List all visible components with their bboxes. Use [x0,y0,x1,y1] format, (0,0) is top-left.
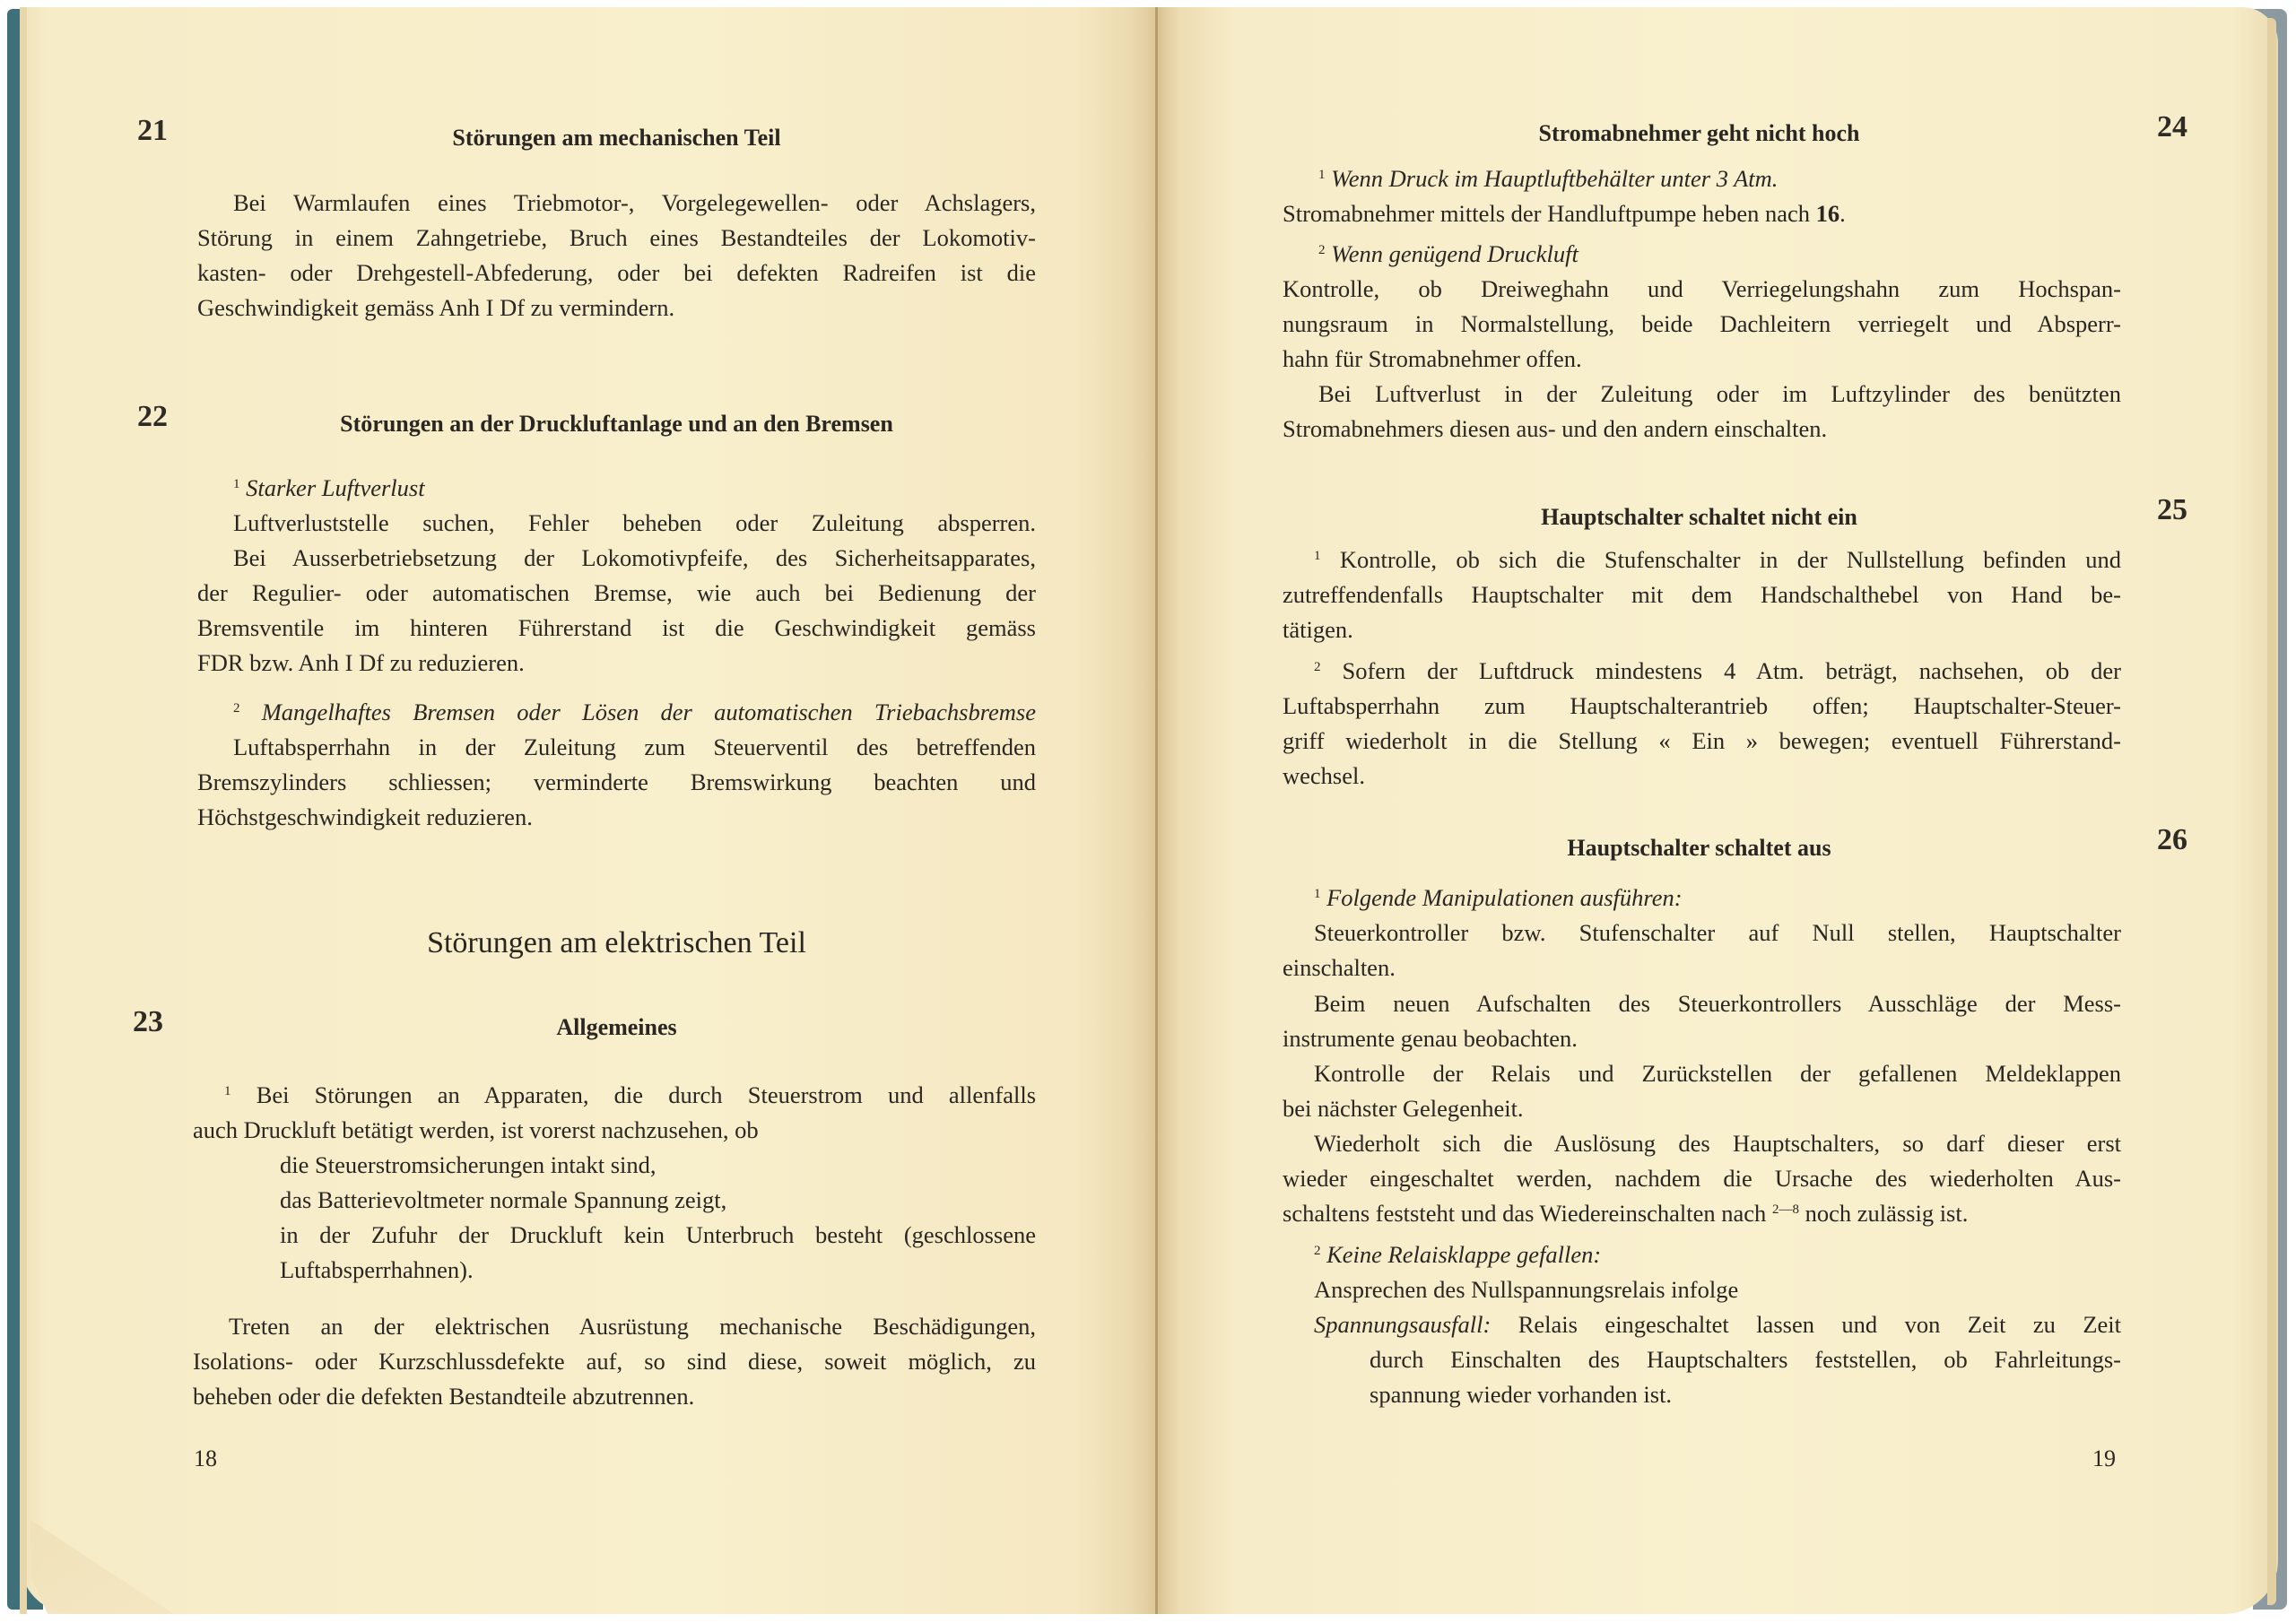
body-line: hahn für Stromabnehmer offen. [1283,345,1582,372]
subsection-heading [1314,881,1683,916]
body-line: beheben oder die defekten Bestandteile abzutrennen. [193,1383,695,1410]
list-line: die Steuerstromsicherungen intakt sind, [280,1151,657,1178]
subsection-marker: 1 [224,1084,231,1098]
body-line: griff wiederholt in die Stellung « Ein » bewegen; eventuell Führerstand- [1283,727,2121,754]
body-line: Störung in einem Zahngetriebe, Bruch eines Bestandteiles der Lokomotiv- [197,224,1036,251]
subsection-title: Wenn genügend Druckluft [1331,240,1578,267]
subsection-title: Starker Luftverlust [246,474,425,501]
body-text: schaltens feststeht und das Wiedereinschalten nach [1283,1200,1767,1227]
body-line: Luftverluststelle suchen, Fehler beheben oder Zuleitung absperren. [233,509,1036,536]
body-line: Bei Warmlaufen eines Triebmotor-, Vorgelegewellen- oder Achslagers, [233,189,1036,216]
body-line: kasten- oder Drehgestell-Abfederung, oder bei defekten Radreifen ist die [197,259,1036,286]
section-title-24: Stromabnehmer geht nicht hoch [1538,120,1860,146]
section-title-22: Störungen an der Druckluftanlage und an den Bremsen [340,411,893,437]
section-title-23: Allgemeines [556,1014,677,1040]
body-text: noch zulässig ist. [1805,1200,1969,1227]
body-line [1314,1307,2121,1342]
body-line: Luftabsperrhahn in der Zuleitung zum Steuerventil des betreffenden [233,733,1036,760]
punctuation: . [1839,200,1846,227]
body-line: Bremszylinders schliessen; verminderte Bremswirkung beachten und [197,768,1036,795]
subsection-marker: 1 [1314,887,1321,901]
body-line: Luftabsperrhahn zum Hauptschalterantrieb offen; Hauptschalter-Steuer- [1283,692,2121,719]
chapter-title: Störungen am elektrischen Teil [427,926,806,959]
body-line: Ansprechen des Nullspannungsrelais infolge [1314,1276,1739,1303]
section-title-21: Störungen am mechanischen Teil [452,125,781,151]
body-line: Beim neuen Aufschalten des Steuerkontrollers Ausschläge der Mess- [1314,990,2121,1017]
body-line: Stromabnehmers diesen aus- und den andern einschalten. [1283,415,1828,442]
body-line: der Regulier- oder automatischen Bremse, wie auch bei Bedienung der [197,579,1036,606]
body-line: nungsraum in Normalstellung, beide Dachleitern verriegelt und Absperr- [1283,310,2121,337]
body-line: wechsel. [1283,762,1365,789]
section-title-25: Hauptschalter schaltet nicht ein [1541,504,1857,530]
body-line: Bei Luftverlust in der Zuleitung oder im Luftzylinder des benützten [1318,380,2121,407]
section-number-23: 23 [133,1005,163,1038]
body-line: instrumente genau beobachten. [1283,1025,1578,1052]
body-line [224,1078,1036,1113]
section-title-26: Hauptschalter schaltet aus [1567,835,1831,861]
subsection-marker: 1 [233,477,240,491]
page-number-left: 18 [194,1445,217,1471]
body-line: Geschwindigkeit gemäss Anh I Df zu vermindern. [197,294,675,321]
section-number-22: 22 [137,400,168,433]
section-number-26: 26 [2157,823,2187,856]
body-line: spannung wieder vorhanden ist. [1370,1381,1673,1408]
body-line: einschalten. [1283,954,1396,981]
subsection-marker: 2 [1314,1244,1321,1258]
body-line: Kontrolle der Relais und Zurückstellen der gefallenen Meldeklappen [1314,1060,2121,1087]
section-range-reference: 2—8 [1771,1202,1799,1217]
body-line: wieder eingeschaltet werden, nachdem die Ursache des wiederholten Aus- [1283,1165,2121,1192]
body-line: tätigen. [1283,616,1353,643]
page-number-right: 19 [2092,1445,2116,1471]
subsection-title: Keine Relaisklappe gefallen: [1326,1241,1602,1268]
section-number-24: 24 [2157,110,2187,143]
body-line: Isolations- oder Kurzschlussdefekte auf, so sind diese, soweit möglich, zu [193,1348,1036,1375]
subsection-heading [233,471,425,506]
body-line: Wiederholt sich die Auslösung des Hauptschalters, so darf dieser erst [1314,1130,2121,1157]
body-text: Sofern der Luftdruck mindestens 4 Atm. beträgt, nachsehen, ob der [1342,657,2122,684]
list-line: Luftabsperrhahnen). [280,1256,474,1283]
body-line: auch Druckluft betätigt werden, ist vorerst nachzusehen, ob [193,1116,759,1143]
body-line: zutreffendenfalls Hauptschalter mit dem Handschalthebel von Hand be- [1283,581,2121,608]
body-line: Bei Ausserbetriebsetzung der Lokomotivpfeife, des Sicherheitsapparates, [233,544,1036,571]
subsection-heading [1314,1237,1601,1272]
subsection-heading [233,695,1036,730]
section-reference: 16 [1815,200,1840,227]
body-text: Kontrolle, ob sich die Stufenschalter in der Nullstellung befinden und [1339,546,2121,573]
subsection-marker: 1 [1314,549,1321,563]
body-text: Stromabnehmer mittels der Handluftpumpe heben nach [1283,200,1810,227]
page-edges-right [2267,18,2276,1605]
subsection-title: Mangelhaftes Bremsen oder Lösen der automatischen Triebachsbremse [261,699,1036,725]
body-line [1314,542,2121,577]
list-line: das Batterievoltmeter normale Spannung zeigt, [280,1186,727,1213]
body-text: Relais eingeschaltet lassen und von Zeit zu Zeit [1518,1311,2122,1338]
body-line [1283,1196,1968,1231]
book-spine [1155,7,1158,1614]
subsection-marker: 2 [1314,660,1321,674]
body-line [1314,654,2121,689]
list-line: in der Zufuhr der Druckluft kein Unterbruch besteht (geschlossene [280,1221,1036,1248]
subsection-marker: 1 [1318,168,1326,182]
body-line [1283,196,1846,231]
term-label: Spannungsausfall: [1314,1311,1492,1338]
body-line: Höchstgeschwindigkeit reduzieren. [197,803,533,830]
body-line: durch Einschalten des Hauptschalters feststellen, ob Fahrleitungs- [1370,1346,2121,1373]
body-line: Bremsventile im hinteren Führerstand ist die Geschwindigkeit gemäss [197,614,1036,641]
section-number-25: 25 [2157,493,2187,526]
section-number-21: 21 [137,114,168,147]
subsection-marker: 2 [233,701,240,716]
page-edges-left [20,7,27,1614]
subsection-heading [1318,237,1578,272]
body-line: FDR bzw. Anh I Df zu reduzieren. [197,649,525,676]
subsection-marker: 2 [1318,243,1326,257]
subsection-title: Wenn Druck im Hauptluftbehälter unter 3 Atm. [1331,165,1779,192]
body-line: Kontrolle, ob Dreiweghahn und Verriegelungshahn zum Hochspan- [1283,275,2121,302]
subsection-heading [1318,161,1778,196]
subsection-title: Folgende Manipulationen ausführen: [1326,884,1683,911]
body-line: bei nächster Gelegenheit. [1283,1095,1524,1122]
body-text: Bei Störungen an Apparaten, die durch Steuerstrom und allenfalls [256,1081,1037,1108]
body-line: Steuerkontroller bzw. Stufenschalter auf Null stellen, Hauptschalter [1314,919,2121,946]
body-line: Treten an der elektrischen Ausrüstung mechanische Beschädigungen, [229,1313,1036,1340]
